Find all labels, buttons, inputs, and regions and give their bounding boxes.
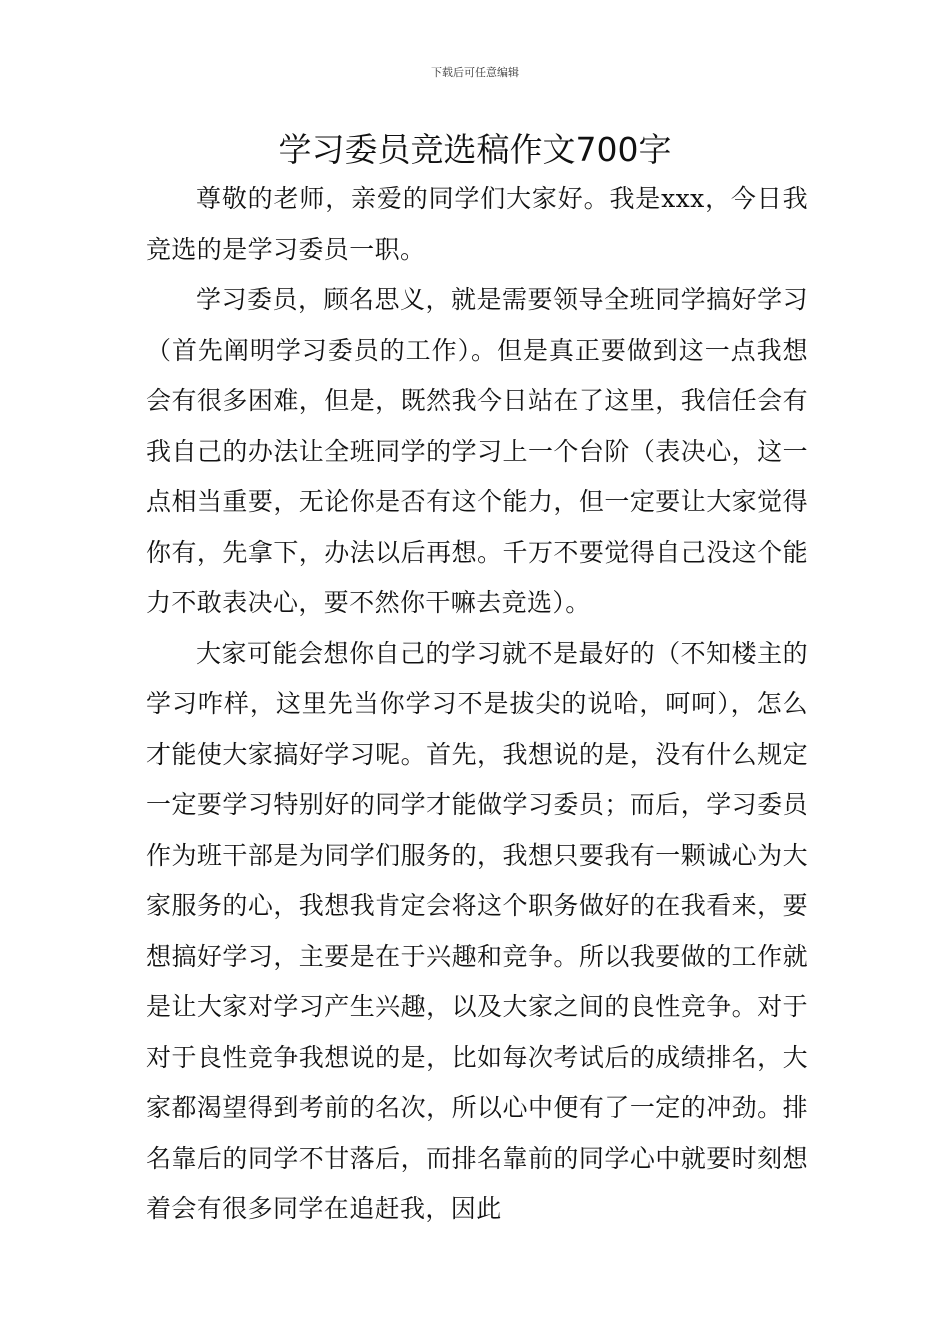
paragraph-role-description: 学习委员，顾名思义，就是需要领导全班同学搞好学习（首先阐明学习委员的工作）。但是真正要做到这一点我想会有很多困难，但是，既然我今日站在了这里，我信任会有我自己的办法让全班同学的学习上一个台阶（表决心，这一点相当重要，无论你是否有这个能力，但一定要让大家觉得你有，先拿下，办法以后再想。千万不要觉得自己没这个能力不敢表决心，要不然你干嘛去竞选）。 — [146, 285, 808, 617]
page-header-note: 下载后可任意编辑 — [431, 66, 519, 79]
document-body — [146, 174, 808, 1235]
document-title: 学习委员竞选稿作文700字 — [278, 130, 672, 169]
paragraph-plan: 大家可能会想你自己的学习就不是最好的（不知楼主的学习咋样，这里先当你学习不是拔尖的说哈，呵呵），怎么才能使大家搞好学习呢。首先，我想说的是，没有什么规定一定要学习特别好的同学才能做学习委员；而后，学习委员作为班干部是为同学们服务的，我想只要我有一颗诚心为大家服务的心，我想我肯定会将这个职务做好的在我看来，要想搞好学习，主要是在于兴趣和竞争。所以我要做的工作就是让大家对学习产生兴趣，以及大家之间的良性竞争。对于对于良性竞争我想说的是，比如每次考试后的成绩排名，大家都渴望得到考前的名次，所以心中便有了一定的冲劲。排名靠后的同学不甘落后，而排名靠前的同学心中就要时刻想着会有很多同学在追赶我，因此 — [146, 638, 808, 1223]
paragraph-greeting: 尊敬的老师，亲爱的同学们大家好。我是xxx，今日我竞选的是学习委员一职。 — [146, 184, 808, 264]
